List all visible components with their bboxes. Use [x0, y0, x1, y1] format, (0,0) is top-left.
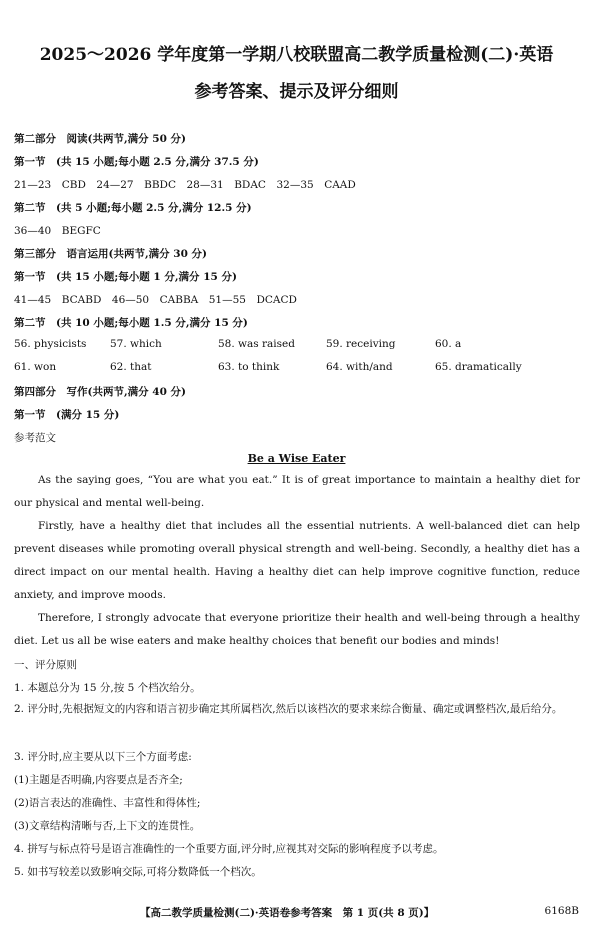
rule-2: 2. 评分时,先根据短文的内容和语言初步确定其所属档次,然后以该档次的要求来综合衡量、确定或调整档次,最后给分。	[14, 703, 563, 715]
essay-title: Be a Wise Eater	[247, 452, 346, 465]
answer-cell: 61. won	[14, 361, 57, 373]
answer-cell: 64. with/and	[326, 361, 393, 373]
part3-sec2-heading: 第二节 (共 10 小题;每小题 1.5 分,满分 15 分)	[14, 317, 248, 329]
part2-sec1-heading: 第一节 (共 15 小题;每小题 2.5 分,满分 37.5 分)	[14, 156, 259, 168]
part2-heading: 第二部分 阅读(共两节,满分 50 分)	[14, 133, 187, 145]
part3-sec1-answers: 41—45 BCABD 46—50 CABBA 51—55 DCACD	[14, 294, 297, 306]
part4-heading: 第四部分 写作(共两节,满分 40 分)	[14, 386, 187, 398]
page-footer: 【高二教学质量检测(二)·英语卷参考答案 第 1 页(共 8 页)】	[140, 907, 435, 919]
rule-3b: (2)语言表达的准确性、丰富性和得体性;	[14, 797, 201, 809]
rule-3c: (3)文章结构清晰与否,上下文的连贯性。	[14, 820, 201, 832]
part4-sec1-heading: 第一节 (满分 15 分)	[14, 409, 120, 421]
answer-cell: 56. physicists	[14, 338, 87, 350]
rule-4: 4. 拼写与标点符号是语言准确性的一个重要方面,评分时,应视其对交际的影响程度予以考虑。	[14, 843, 444, 855]
rule-3: 3. 评分时,应主要从以下三个方面考虑:	[14, 751, 192, 763]
document-title: 2025～2026 学年度第一学期八校联盟高二教学质量检测(二)·英语	[39, 45, 554, 65]
part2-sec2-heading: 第二节 (共 5 小题;每小题 2.5 分,满分 12.5 分)	[14, 202, 252, 214]
answer-cell: 65. dramatically	[435, 361, 522, 373]
answer-cell: 60. a	[435, 338, 462, 350]
answer-cell: 59. receiving	[326, 338, 396, 350]
answer-cell: 57. which	[110, 338, 162, 350]
essay-paragraph-2: Firstly, have a healthy diet that includes all the essential nutrients. A well-balanced diet can help prevent diseases while promoting overall physical strength and well-being. Secondly, a healthy diet has a direct impact on our mental health. Having a healthy diet can help improve cognitive function, reduce anxiety, and improve moods.	[14, 520, 580, 601]
essay-paragraph-3: Therefore, I strongly advocate that everyone prioritize their health and well-being through a healthy diet. Let us all be wise eaters and make healthy choices that benefit our bodies and minds!	[14, 612, 580, 647]
rule-1: 1. 本题总分为 15 分,按 5 个档次给分。	[14, 682, 201, 694]
rule-5: 5. 如书写较差以致影响交际,可将分数降低一个档次。	[14, 866, 262, 878]
answer-cell: 58. was raised	[218, 338, 295, 350]
sample-label: 参考范文	[14, 432, 56, 444]
answer-cell: 62. that	[110, 361, 152, 373]
document-code: 6168B	[544, 905, 579, 917]
answer-cell: 63. to think	[218, 361, 280, 373]
rule-3a: (1)主题是否明确,内容要点是否齐全;	[14, 774, 183, 786]
part3-heading: 第三部分 语言运用(共两节,满分 30 分)	[14, 248, 208, 260]
essay-paragraph-1: As the saying goes, “You are what you eat.” It is of great importance to maintain a healthy diet for our physical and mental well-being.	[14, 474, 580, 509]
part2-sec2-answers: 36—40 BEGFC	[14, 225, 101, 237]
part3-sec1-heading: 第一节 (共 15 小题;每小题 1 分,满分 15 分)	[14, 271, 237, 283]
part2-sec1-answers: 21—23 CBD 24—27 BBDC 28—31 BDAC 32—35 CAAD	[14, 179, 356, 191]
document-subtitle: 参考答案、提示及评分细则	[194, 82, 399, 102]
rules-heading: 一、评分原则	[14, 659, 77, 671]
